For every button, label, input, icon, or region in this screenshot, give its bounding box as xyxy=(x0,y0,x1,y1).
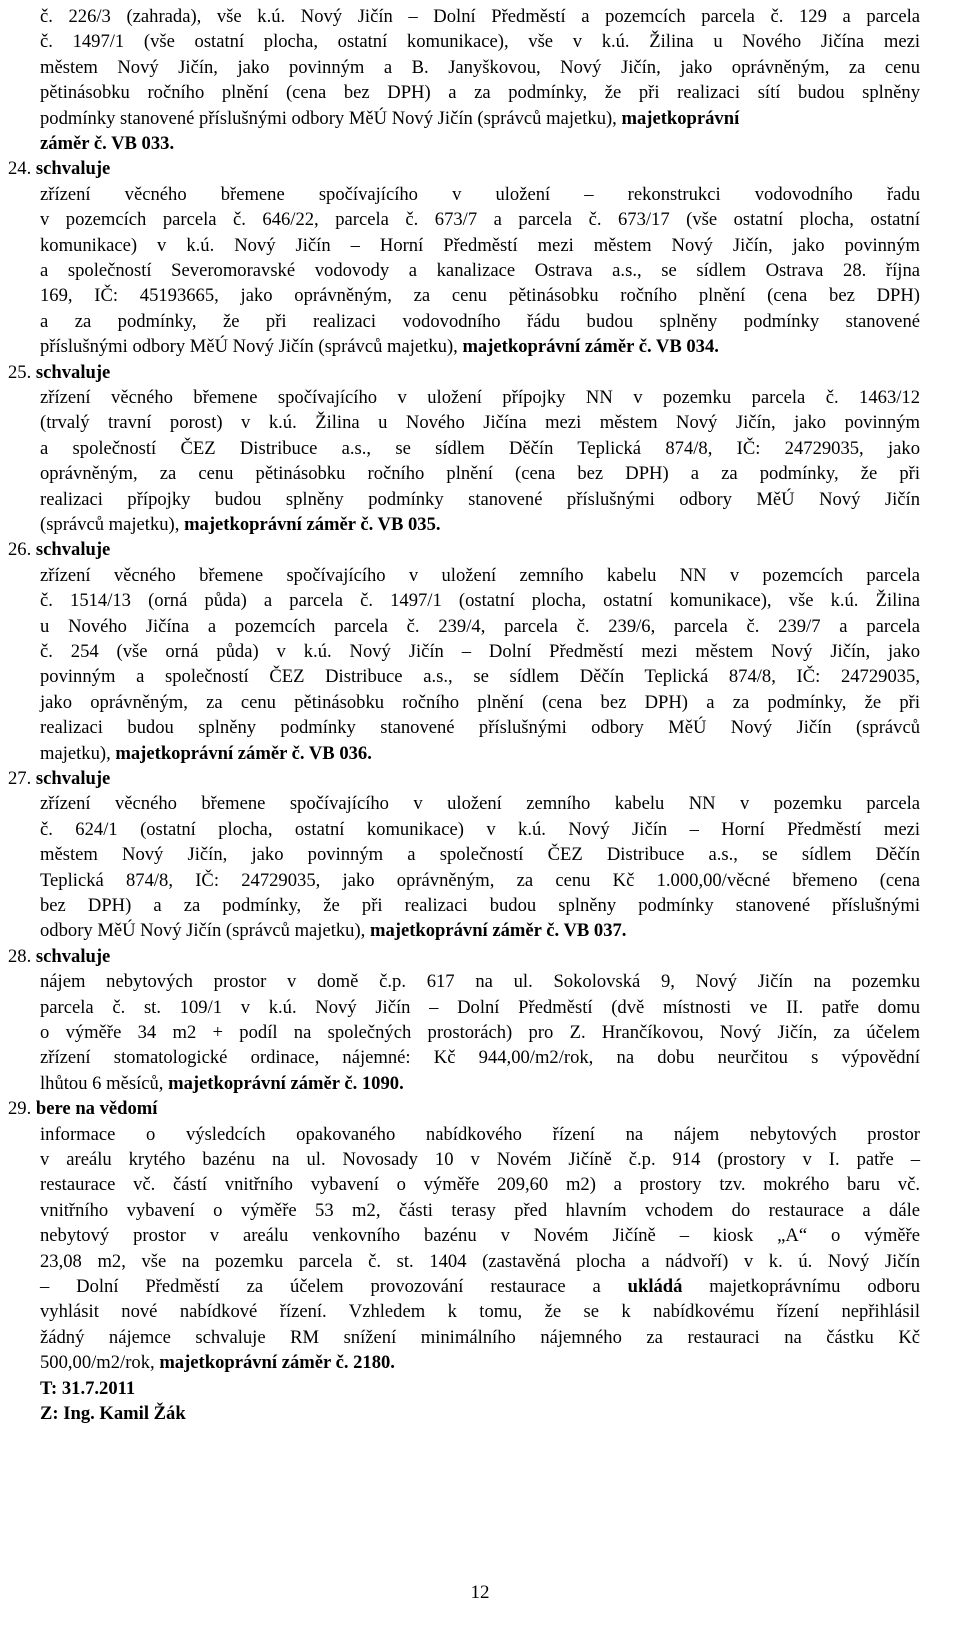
line-text: žádný nájemce schvaluje RM snížení minimálního nájemného za restauraci na částku Kč xyxy=(40,1326,920,1348)
text-line xyxy=(40,487,920,512)
item-verb: schvaluje xyxy=(35,158,111,180)
line-text: parcela č. st. 109/1 v k.ú. Nový Jičín – Dolní Předměstí (dvě místnosti ve II. patře domu xyxy=(40,996,920,1018)
line-text: bez DPH) a za podmínky, že při realizaci budou splněny podmínky stanovené příslušnými xyxy=(40,895,920,916)
line-text: restaurace vč. částí vnitřního vybavení o výměře 209,60 m2) a prostory tzv. mokrého baru vč. xyxy=(40,1174,920,1196)
line-text: a za podmínky, že při realizaci vodovodního řádu budou splněny podmínky stanovené xyxy=(40,310,920,332)
line-text: 500,00/m2/rok, xyxy=(40,1352,160,1374)
item-number: 25. xyxy=(8,361,32,383)
text-line xyxy=(40,918,626,943)
bold-text: majetkoprávní záměr č. VB 037. xyxy=(369,920,627,942)
line-text: městem Nový Jičín, jako povinným a společností ČEZ Distribuce a.s., se sídlem Děčín xyxy=(40,844,920,866)
text-line xyxy=(40,1325,920,1350)
item-heading xyxy=(8,944,110,969)
text-line xyxy=(40,1299,920,1324)
text-line xyxy=(40,614,920,639)
line-text: (správců majetku), xyxy=(40,514,185,535)
text-line xyxy=(40,1249,920,1274)
line-text: pětinásobku ročního plnění (cena bez DPH) a za podmínky, že při realizaci sítí budou splněny xyxy=(40,82,920,104)
text-line xyxy=(40,512,441,537)
text-line xyxy=(40,1376,135,1401)
text-line xyxy=(40,741,372,766)
text-line xyxy=(40,283,920,308)
text-line xyxy=(40,1274,920,1299)
item-number: 26. xyxy=(8,539,32,561)
item-verb: bere na vědomí xyxy=(35,1098,158,1120)
line-text: č. 226/3 (zahrada), vše k.ú. Nový Jičín – Dolní Předměstí a pozemcích parcela č. 129 a parcela xyxy=(40,6,920,27)
bold-text: majetkoprávní záměr č. 2180. xyxy=(159,1352,395,1374)
item-heading xyxy=(8,1096,157,1121)
text-line xyxy=(40,334,719,359)
text-line xyxy=(40,1401,186,1426)
line-text: zřízení věcného břemene spočívajícího v uložení přípojky NN v pozemku parcela č. 1463/12 xyxy=(40,387,920,408)
text-line xyxy=(40,436,920,461)
text-line xyxy=(40,1122,920,1147)
line-text: podmínky stanovené příslušnými odbory MěÚ Nový Jičín (správců majetku), xyxy=(40,107,622,129)
text-line xyxy=(40,1198,920,1223)
line-text: oprávněným, za cenu pětinásobku ročního plnění (cena bez DPH) a za podmínky, že při xyxy=(40,463,920,485)
line-text: č. 1514/13 (orná půda) a parcela č. 1497/1 (ostatní plocha, ostatní komunikace), vše k.ú. Žilina xyxy=(40,590,920,612)
line-text: povinným a společností ČEZ Distribuce a.s., se sídlem Děčín Teplická 874/8, IČ: 24729035, xyxy=(40,666,920,688)
line-text: nájem nebytových prostor v domě č.p. 617 na ul. Sokolovská 9, Nový Jičín na pozemku xyxy=(40,971,920,993)
text-line xyxy=(40,664,920,689)
line-text: (trvalý travní porost) v k.ú. Žilina u Nového Jičína mezi městem Nový Jičín, jako povinným xyxy=(40,412,920,434)
text-line xyxy=(40,410,920,435)
line-text: u Nového Jičína a pozemcích parcela č. 239/4, parcela č. 239/6, parcela č. 239/7 a parcela xyxy=(40,615,920,637)
line-text: č. 624/1 (ostatní plocha, ostatní komunikace) v k.ú. Nový Jičín – Horní Předměstí mezi xyxy=(40,818,920,840)
text-line xyxy=(40,1071,404,1096)
bold-text: majetkoprávní záměr č. 1090. xyxy=(168,1072,404,1094)
text-line xyxy=(40,868,920,893)
bold-text: majetkoprávní záměr č. VB 035. xyxy=(184,514,441,535)
item-verb: schvaluje xyxy=(35,539,111,561)
line-text: realizaci budou splněny podmínky stanovené příslušnými odbory MěÚ Nový Jičín (správců xyxy=(40,717,920,739)
item-heading xyxy=(8,360,110,385)
line-text: příslušnými odbory MěÚ Nový Jičín (správců majetku), xyxy=(40,336,463,358)
text-line xyxy=(40,1172,920,1197)
text-line xyxy=(40,995,920,1020)
item-verb: schvaluje xyxy=(35,361,111,383)
line-text: zřízení stomatologické ordinace, nájemné: Kč 944,00/m2/rok, na dobu neurčitou s výpovědní xyxy=(40,1047,920,1069)
item-heading xyxy=(8,156,110,181)
line-text: a společností Severomoravské vodovody a kanalizace Ostrava a.s., se sídlem Ostrava 28. října xyxy=(40,260,920,281)
line-text: 169, IČ: 45193665, jako oprávněným, za cenu pětinásobku ročního plnění (cena bez DPH) xyxy=(40,285,920,307)
item-verb: schvaluje xyxy=(35,945,111,967)
bold-text: Z: Ing. Kamil Žák xyxy=(40,1403,186,1424)
item-number: 24. xyxy=(8,158,32,180)
text-line xyxy=(40,1045,920,1070)
line-text: č. 254 (vše orná půda) v k.ú. Nový Jičín – Dolní Předměstí mezi městem Nový Jičín, jako xyxy=(40,641,920,662)
line-text: zřízení věcného břemene spočívajícího v uložení – rekonstrukci vodovodního řadu xyxy=(40,183,920,205)
line-text: vyhlásit nové nabídkové řízení. Vzhledem k tomu, že se k nabídkovému řízení nepřihlásil xyxy=(40,1301,920,1323)
line-text: a společností ČEZ Distribuce a.s., se sídlem Děčín Teplická 874/8, IČ: 24729035, jako xyxy=(40,437,920,459)
bold-text: majetkoprávní záměr č. VB 034. xyxy=(462,336,719,358)
line-text: – Dolní Předměstí za účelem provozování restaurace a xyxy=(40,1276,628,1297)
line-text: č. 1497/1 (vše ostatní plocha, ostatní komunikace), vše v k.ú. Žilina u Nového Jičína mezi xyxy=(40,31,920,53)
text-line xyxy=(40,233,920,258)
bold-text: ukládá xyxy=(627,1276,683,1297)
item-heading xyxy=(8,537,110,562)
bold-text: majetkoprávní xyxy=(621,107,740,129)
text-line xyxy=(40,817,920,842)
text-line xyxy=(40,1223,920,1248)
text-line xyxy=(40,690,920,715)
text-line xyxy=(40,55,920,80)
text-line xyxy=(40,461,920,486)
line-text: jako oprávněným, za cenu pětinásobku ročního plnění (cena bez DPH) a za podmínky, že při xyxy=(40,691,920,713)
line-text: 23,08 m2, vše na pozemku parcela č. st. 1404 (zastavěná plocha a nádvoří) v k. ú. Nový Jičín xyxy=(40,1250,920,1272)
text-line xyxy=(40,893,920,918)
line-text: nebytový prostor v areálu venkovního bazénu v Novém Jičíně – kiosk „A“ o výměře xyxy=(40,1225,920,1247)
text-line xyxy=(40,588,920,613)
text-line xyxy=(40,309,920,334)
page-number: 12 xyxy=(470,1582,490,1603)
item-number: 29. xyxy=(8,1098,32,1120)
line-text: zřízení věcného břemene spočívajícího v uložení zemního kabelu NN v pozemku parcela xyxy=(40,793,920,815)
text-line xyxy=(40,563,920,588)
text-line xyxy=(40,969,920,994)
text-line xyxy=(40,106,739,131)
bold-text: majetkoprávní záměr č. VB 036. xyxy=(115,742,372,764)
text-line xyxy=(40,80,920,105)
line-text: vnitřního vybavení o výměře 53 m2, části terasy před hlavním vchodem do restaurace a dále xyxy=(40,1199,920,1221)
line-text-tail: majetkoprávnímu odboru xyxy=(682,1276,920,1297)
line-text: lhůtou 6 měsíců, xyxy=(40,1072,169,1094)
line-text: informace o výsledcích opakovaného nabídkového řízení na nájem nebytových prostor xyxy=(40,1123,920,1145)
line-text: odbory MěÚ Nový Jičín (správců majetku), xyxy=(40,920,370,942)
text-line xyxy=(40,131,174,156)
line-text: o výměře 34 m2 + podíl na společných prostorách) pro Z. Hrančíkovou, Nový Jičín, za účelem xyxy=(40,1022,920,1043)
text-line xyxy=(40,182,920,207)
text-line xyxy=(40,1020,920,1045)
line-text: realizaci přípojky budou splněny podmínky stanovené příslušnými odbory MěÚ Nový Jičín xyxy=(40,488,920,510)
line-text: v pozemcích parcela č. 646/22, parcela č. 673/7 a parcela č. 673/17 (vše ostatní plocha, ostatní xyxy=(40,209,920,231)
line-text: Teplická 874/8, IČ: 24729035, jako oprávněným, za cenu Kč 1.000,00/věcné břemeno (cena xyxy=(40,869,920,891)
text-line xyxy=(40,29,920,54)
item-heading xyxy=(8,766,110,791)
line-text: komunikace) v k.ú. Nový Jičín – Horní Předměstí mezi městem Nový Jičín, jako povinným xyxy=(40,234,920,256)
item-number: 27. xyxy=(8,768,32,789)
bold-text: T: 31.7.2011 xyxy=(40,1377,136,1399)
text-line xyxy=(40,1147,920,1172)
text-line xyxy=(40,258,920,283)
text-line xyxy=(40,791,920,816)
text-line xyxy=(40,4,920,29)
bold-text: záměr č. VB 033. xyxy=(40,133,175,154)
text-line xyxy=(40,207,920,232)
item-number: 28. xyxy=(8,945,32,967)
line-text: zřízení věcného břemene spočívajícího v uložení zemního kabelu NN v pozemcích parcela xyxy=(40,564,920,586)
line-text: majetku), xyxy=(40,742,116,764)
line-text: městem Nový Jičín, jako povinným a B. Janyškovou, Nový Jičín, jako oprávněným, za cenu xyxy=(40,56,920,78)
text-line xyxy=(40,715,920,740)
text-line xyxy=(40,639,920,664)
text-line xyxy=(40,1350,395,1375)
text-line xyxy=(40,385,920,410)
item-verb: schvaluje xyxy=(35,768,111,789)
line-text: v areálu krytého bazénu na ul. Novosady 10 v Novém Jičíně č.p. 914 (prostory v I. patře – xyxy=(40,1149,920,1170)
text-line xyxy=(40,842,920,867)
